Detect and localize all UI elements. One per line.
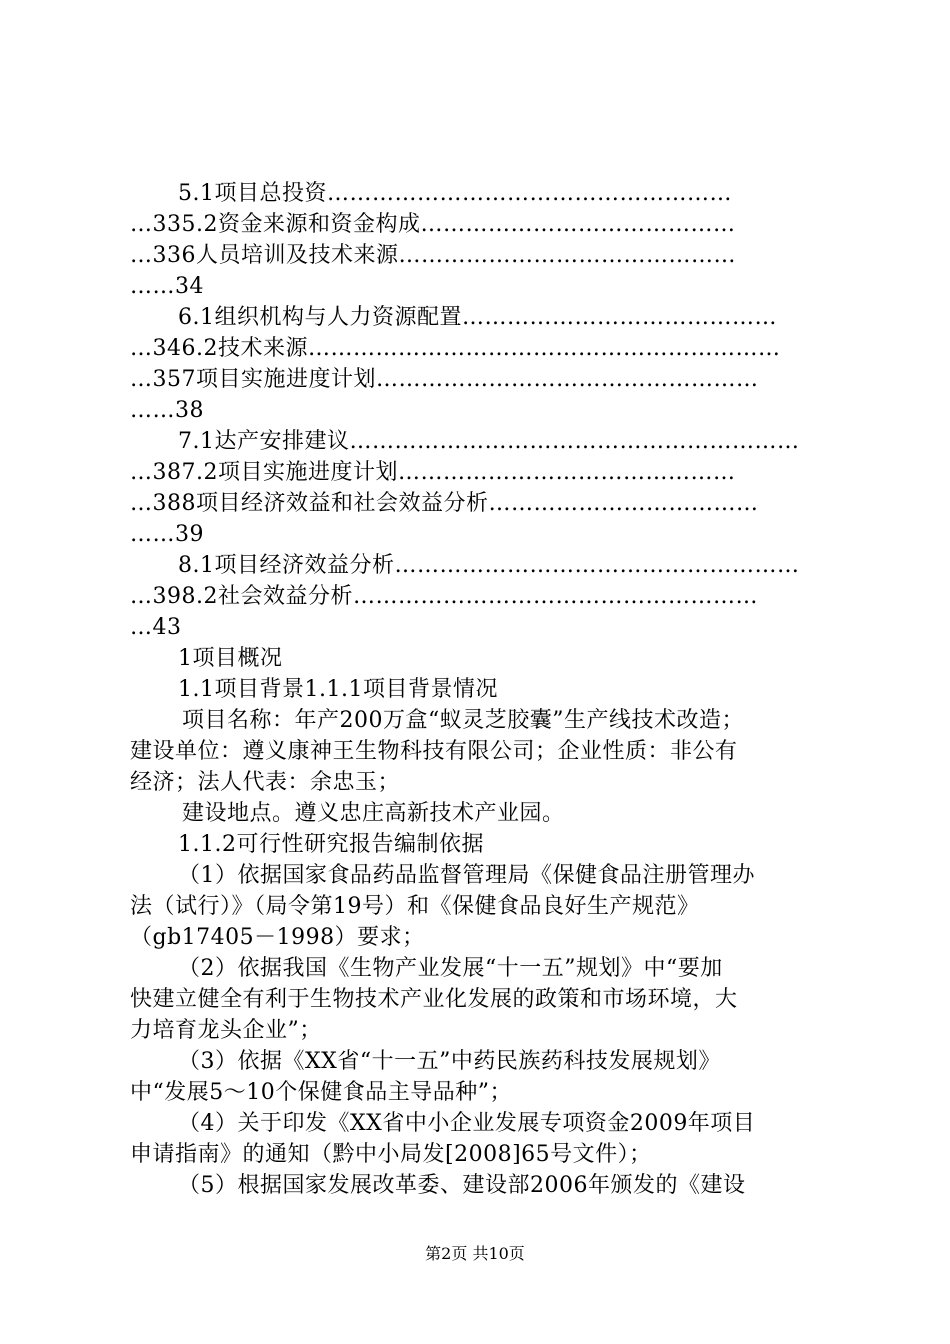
subsection-heading: 1.1项目背景1.1.1项目背景情况 <box>178 677 498 702</box>
paragraph-line: 法（试行）》（局令第19号）和《保健食品良好生产规范》 <box>130 894 700 919</box>
paragraph-line: 项目名称：年产200万盒“蚁灵芝胶囊”生产线技术改造； <box>182 708 744 733</box>
toc-line: …387.2项目实施进度计划……………………………………… <box>130 460 736 485</box>
paragraph-line: 建设单位：遵义康神王生物科技有限公司；企业性质：非公有 <box>130 739 738 764</box>
paragraph-line: （gb17405－1998）要求； <box>130 925 425 950</box>
toc-line: …335.2资金来源和资金构成…………………………………… <box>130 212 736 237</box>
paragraph-line: 经济；法人代表：余忠玉； <box>130 770 401 795</box>
paragraph-line: 力培育龙头企业”； <box>130 1018 322 1043</box>
toc-line: …357项目实施进度计划…………………………………………… <box>130 367 759 392</box>
toc-line: 8.1项目经济效益分析……………………………………………… <box>178 553 800 578</box>
toc-line: 7.1达产安排建议…………………………………………………… <box>178 429 800 454</box>
paragraph-line: 建设地点。遵义忠庄高新技术产业园。 <box>182 801 565 826</box>
toc-line: ……38 <box>130 398 204 423</box>
paragraph-line: 中“发展5～10个保健食品主导品种”； <box>130 1080 512 1105</box>
toc-line: …43 <box>130 615 182 640</box>
toc-line: ……34 <box>130 274 204 299</box>
toc-line: 6.1组织机构与人力资源配置…………………………………… <box>178 305 777 330</box>
document-body <box>130 178 830 1201</box>
paragraph-line: （4）关于印发《XX省中小企业发展专项资金2009年项目 <box>178 1111 756 1136</box>
paragraph-line: （3）依据《XX省“十一五”中药民族药科技发展规划》 <box>178 1049 721 1074</box>
toc-line: …346.2技术来源……………………………………………………… <box>130 336 781 361</box>
paragraph-line: （2）依据我国《生物产业发展“十一五”规划》中“要加 <box>178 956 723 981</box>
paragraph-line: 申请指南》的通知（黔中小局发[2008]65号文件）； <box>130 1142 652 1167</box>
paragraph-line: 快建立健全有利于生物技术产业化发展的政策和市场环境，大 <box>130 987 738 1012</box>
paragraph-line: （1）依据国家食品药品监督管理局《保健食品注册管理办 <box>178 863 755 888</box>
toc-line: …336人员培训及技术来源……………………………………… <box>130 243 736 268</box>
page-footer: 第2页 共10页 <box>425 1244 525 1263</box>
toc-line: 5.1项目总投资……………………………………………… <box>178 181 732 206</box>
subsection-heading: 1.1.2可行性研究报告编制依据 <box>178 832 484 857</box>
paragraph-line: （5）根据国家发展改革委、建设部2006年颁发的《建设 <box>178 1173 746 1198</box>
toc-line: …388项目经济效益和社会效益分析……………………………… <box>130 491 759 516</box>
toc-line: ……39 <box>130 522 204 547</box>
toc-line: …398.2社会效益分析……………………………………………… <box>130 584 758 609</box>
section-heading: 1项目概况 <box>178 646 283 671</box>
